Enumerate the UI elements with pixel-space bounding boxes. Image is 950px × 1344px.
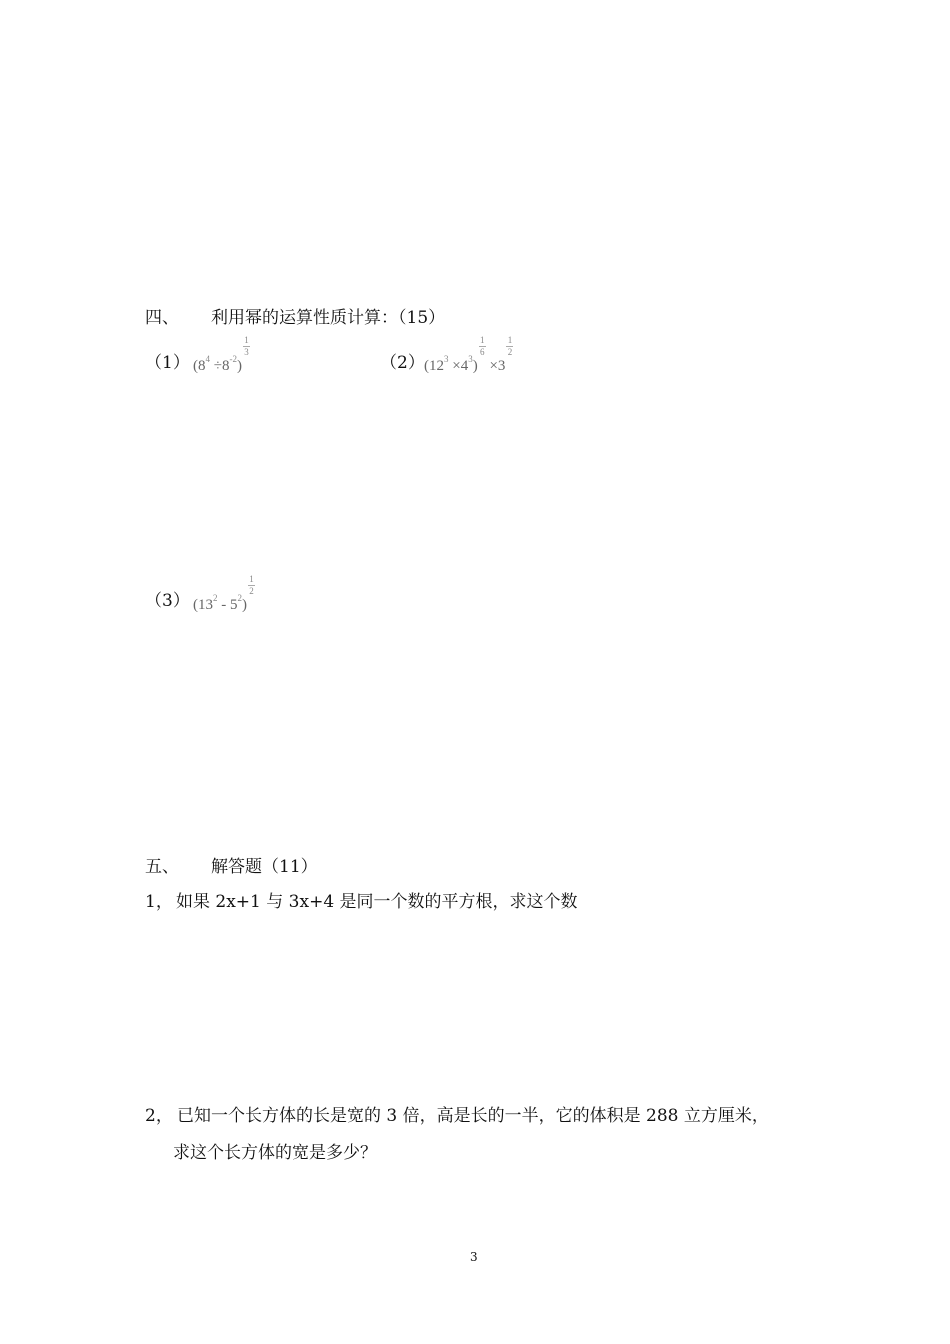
section-4-number: 四、 xyxy=(145,308,179,328)
p1-exp2: -2 xyxy=(229,354,237,364)
p2-open: (12 xyxy=(424,358,444,374)
p1-fraction-exponent xyxy=(243,336,250,357)
p2-op: ×4 xyxy=(448,358,469,374)
section-4-title: 利用幂的运算性质计算：（15） xyxy=(211,308,446,328)
p2-close: ) xyxy=(472,358,478,374)
section-5-number: 五、 xyxy=(145,857,179,877)
question-1-text: 如果 2x+1 与 3x+4 是同一个数的平方根，求这个数 xyxy=(176,892,578,912)
p1-exp1: 4 xyxy=(205,354,210,364)
page-number: 3 xyxy=(470,1250,478,1264)
problem-3-label: （3） xyxy=(145,591,190,611)
p2-fraction-exponent-2 xyxy=(506,336,513,357)
question-1-number: 1， xyxy=(145,892,173,912)
p1-close: ) xyxy=(236,358,242,374)
p2-frac1-num: 1 xyxy=(479,335,485,345)
p3-open: (13 xyxy=(193,597,213,613)
p3-exp2: 2 xyxy=(237,593,242,603)
p1-frac-num: 1 xyxy=(244,335,249,345)
p2-exp2: 3 xyxy=(468,354,473,364)
question-2-number: 2， xyxy=(145,1106,173,1126)
problem-3-expression xyxy=(193,574,255,618)
p1-op: ÷8 xyxy=(210,358,230,374)
question-2-line-2: 求这个长方体的宽是多少？ xyxy=(173,1143,377,1163)
p3-close: ) xyxy=(242,597,247,613)
p3-frac-den: 2 xyxy=(249,586,254,596)
problem-2-expression xyxy=(424,335,513,379)
p1-frac-den: 3 xyxy=(244,347,249,357)
p3-op: - 5 xyxy=(217,597,238,613)
p3-fraction-exponent xyxy=(248,575,255,596)
p2-fraction-exponent-1 xyxy=(479,336,486,357)
section-5-title: 解答题（11） xyxy=(211,857,318,877)
p1-open: (8 xyxy=(193,358,206,374)
p2-frac2-den: 2 xyxy=(507,347,513,357)
problem-1-label: （1） xyxy=(145,353,190,373)
p3-exp1: 2 xyxy=(213,593,218,603)
problem-1-expression xyxy=(193,335,250,379)
p2-frac2-num: 1 xyxy=(507,335,513,345)
question-2-line-1: 已知一个长方体的长是宽的 3 倍，高是长的一半，它的体积是 288 立方厘米， xyxy=(177,1106,769,1126)
p2-exp1: 3 xyxy=(444,354,449,364)
problem-2-label: （2） xyxy=(380,353,425,373)
p2-mult: ×3 xyxy=(485,358,506,374)
p2-frac1-den: 6 xyxy=(479,347,485,357)
p3-frac-num: 1 xyxy=(249,574,254,584)
